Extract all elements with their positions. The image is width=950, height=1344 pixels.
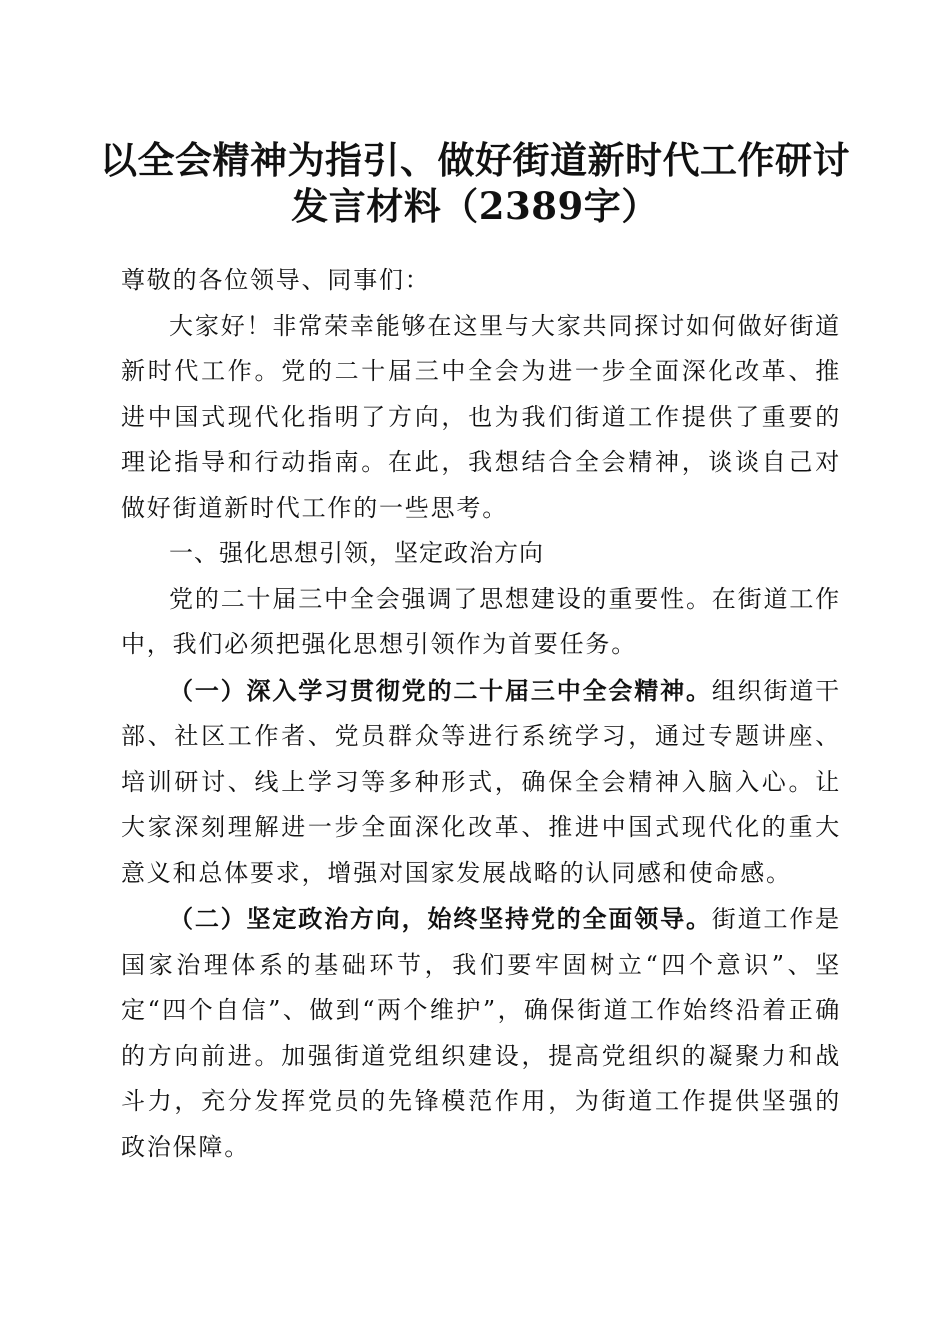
document-title-line-1: 以全会精神为指引、做好街道新时代工作研讨 (100, 138, 850, 182)
section-1-heading: 一、强化思想引领，坚定政治方向 (169, 539, 544, 567)
document-body (121, 258, 841, 1170)
section-1-lead-paragraph: 党的二十届三中全会强调了思想建设的重要性。在街道工作中，我们必须把强化思想引领作为首要任务。 (121, 584, 841, 658)
section-1-item-2-heading: （二）坚定政治方向，始终坚持党的全面领导。 (169, 904, 712, 933)
section-1-item-1-text: 组织街道干部、社区工作者、党员群众等进行系统学习，通过专题讲座、培训研讨、线上学习等多种形式，确保全会精神入脑入心。让大家深刻理解进一步全面深化改革、推进中国式现代化的重大意义和总体要求，增强对国家发展战略的认同感和使命感。 (121, 676, 841, 887)
section-1-item-1-paragraph (121, 668, 841, 897)
salutation: 尊敬的各位领导、同事们： (121, 266, 431, 294)
document-title-line-2: 发言材料（2389字） (291, 184, 659, 228)
section-1-item-1-heading: （一）深入学习贯彻党的二十届三中全会精神。 (169, 675, 712, 705)
section-1-item-2-text: 街道工作是国家治理体系的基础环节，我们要牢固树立“四个意识”、坚定“四个自信”、做到“两个维护”，确保街道工作始终沿着正确的方向前进。加强街道党组织建设，提高党组织的凝聚力和战斗力，充分发挥党员的先锋模范作用，为街道工作提供坚强的政治保障。 (121, 905, 841, 1161)
intro-paragraph: 大家好！非常荣幸能够在这里与大家共同探讨如何做好街道新时代工作。党的二十届三中全会为进一步全面深化改革、推进中国式现代化指明了方向，也为我们街道工作提供了重要的理论指导和行动指南。在此，我想结合全会精神，谈谈自己对做好街道新时代工作的一些思考。 (121, 311, 841, 522)
section-1-item-2-paragraph (121, 896, 841, 1170)
